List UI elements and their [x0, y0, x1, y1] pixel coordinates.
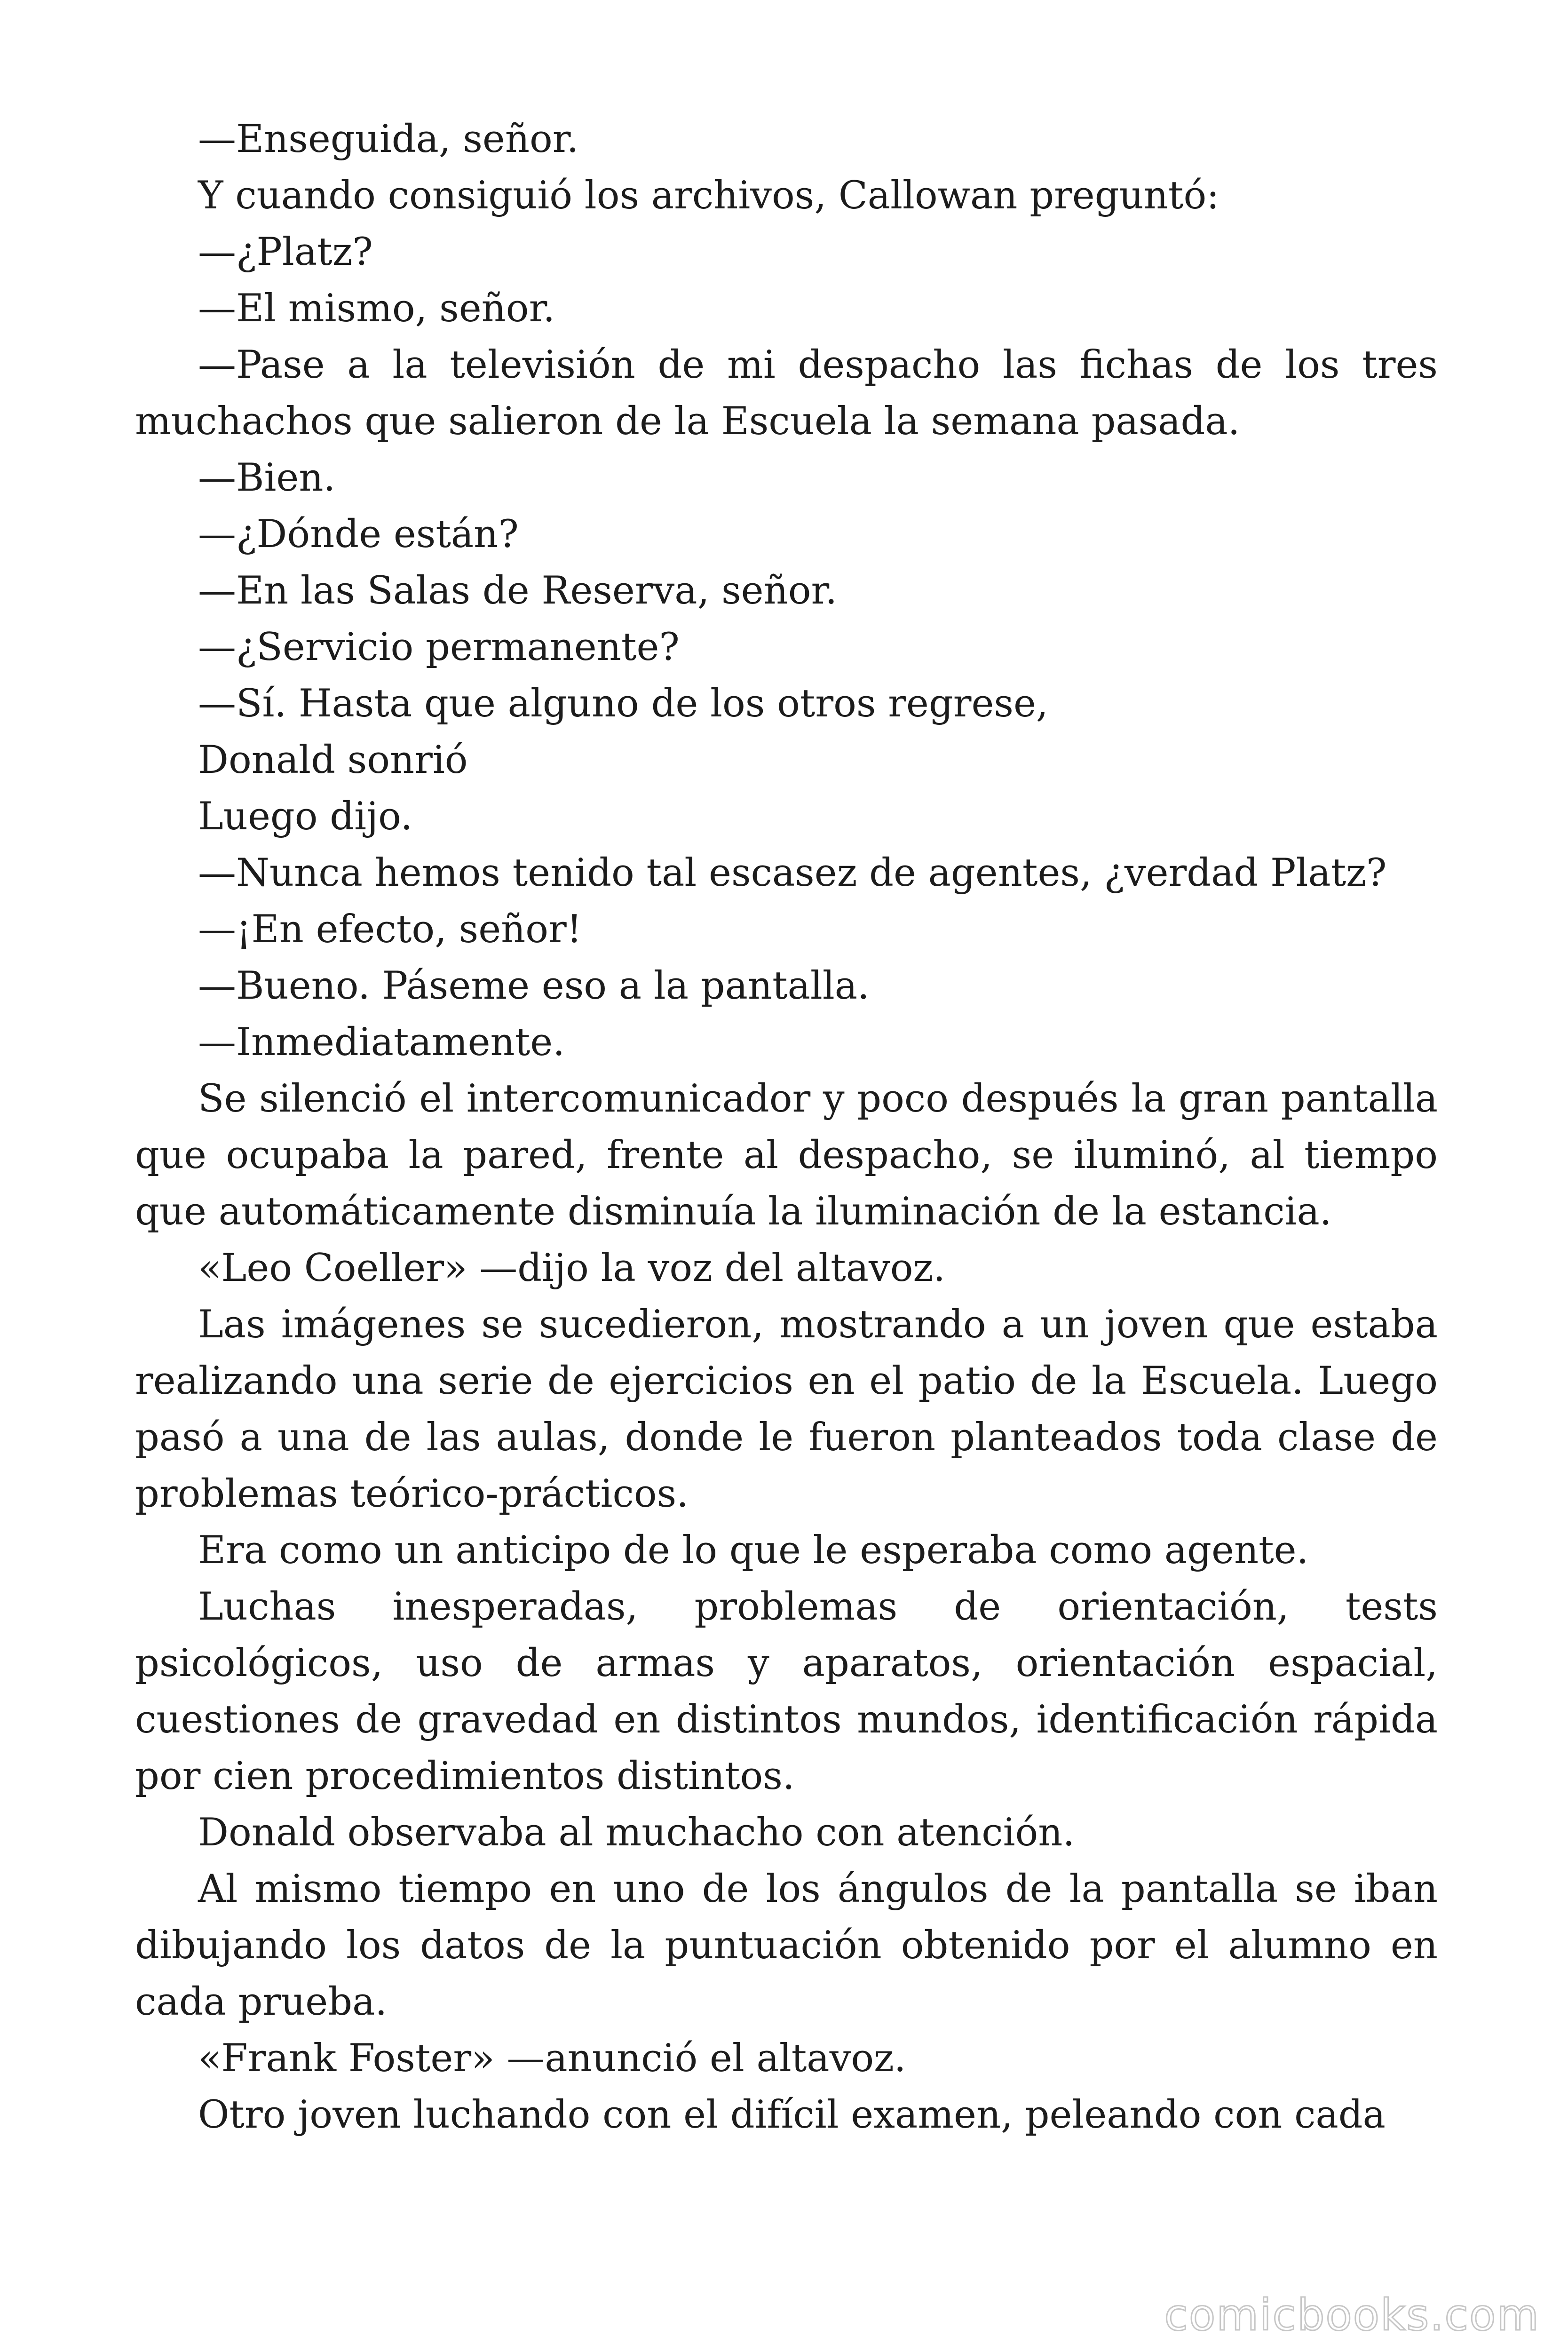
paragraph: —En las Salas de Reserva, señor. [198, 569, 838, 613]
paragraph: —¡En efecto, señor! [198, 907, 582, 952]
paragraph: «Leo Coeller» —dijo la voz del altavoz. [198, 1246, 945, 1290]
paragraph: Se silenció el intercomunicador y poco después la gran pantalla que ocupaba la pared, frente al despacho, se iluminó, al tiempo que automáticamente disminuía la iluminación de la estancia. [135, 1077, 1438, 1234]
paragraph: —Pase a la televisión de mi despacho las fichas de los tres muchachos que salieron de la Escuela la semana pasada. [135, 343, 1438, 444]
paragraph: Luchas inesperadas, problemas de orientación, tests psicológicos, uso de armas y aparatos, orientación espacial, cuestiones de gravedad en distintos mundos, identificación rápida por cien procedimientos distintos. [135, 1585, 1438, 1798]
paragraph: —¿Dónde están? [198, 512, 519, 556]
book-page-text [135, 111, 1438, 2143]
paragraph: Al mismo tiempo en uno de los ángulos de la pantalla se iban dibujando los datos de la puntuación obtenido por el alumno en cada prueba. [135, 1867, 1438, 2024]
paragraph: —Bueno. Páseme eso a la pantalla. [198, 964, 870, 1008]
paragraph: —El mismo, señor. [198, 286, 555, 331]
paragraph: Otro joven luchando con el difícil examen, peleando con cada [198, 2093, 1386, 2137]
paragraph: «Frank Foster» —anunció el altavoz. [198, 2036, 906, 2081]
paragraph: Y cuando consiguió los archivos, Callowan preguntó: [198, 174, 1220, 218]
paragraph: Donald sonrió [198, 738, 468, 782]
paragraph: —Nunca hemos tenido tal escasez de agentes, ¿verdad Platz? [198, 851, 1387, 895]
paragraph: Donald observaba al muchacho con atención. [198, 1811, 1075, 1855]
paragraph: —Inmediatamente. [198, 1020, 565, 1065]
paragraph: —¿Platz? [198, 230, 373, 274]
paragraph: Las imágenes se sucedieron, mostrando a un joven que estaba realizando una serie de ejercicios en el patio de la Escuela. Luego pasó a una de las aulas, donde le fueron planteados toda clase de problemas teórico-prácticos. [135, 1303, 1438, 1516]
paragraph: Era como un anticipo de lo que le esperaba como agente. [198, 1528, 1309, 1573]
paragraph: —¿Servicio permanente? [198, 625, 680, 669]
paragraph: —Bien. [198, 456, 336, 500]
watermark: comicbooks.com [1164, 2290, 1540, 2340]
paragraph: Luego dijo. [198, 795, 413, 839]
paragraph: —Enseguida, señor. [198, 117, 579, 161]
paragraph: —Sí. Hasta que alguno de los otros regrese, [198, 682, 1048, 726]
